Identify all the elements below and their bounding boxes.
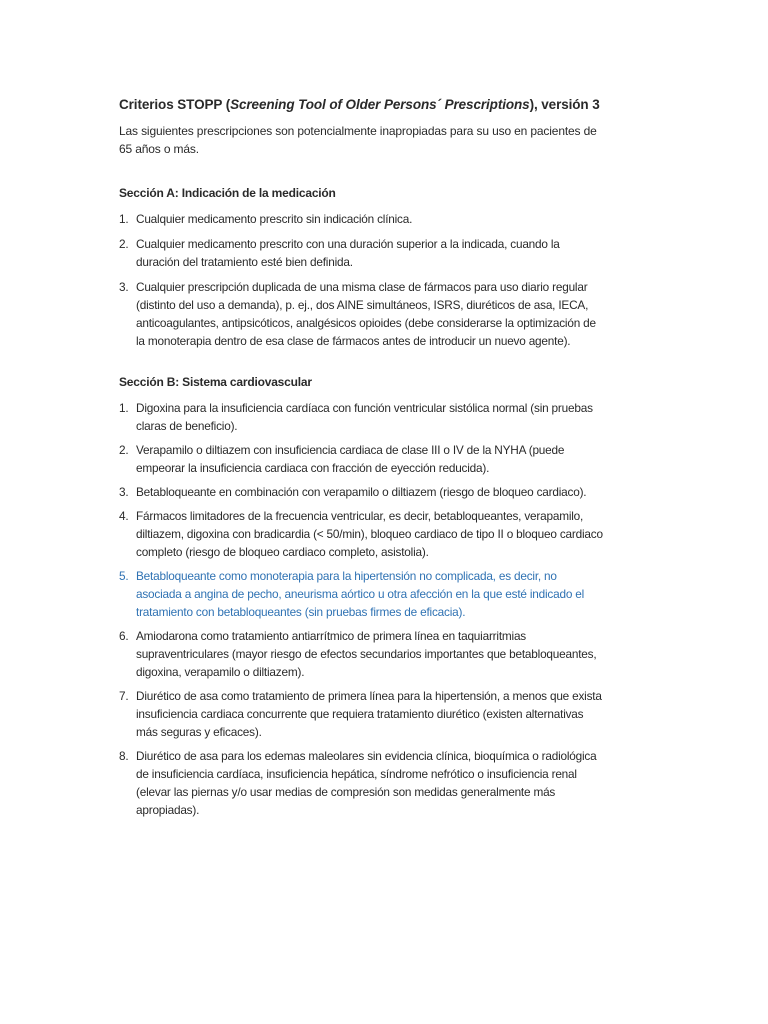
intro-paragraph: Las siguientes prescripciones son potencialmente inapropiadas para su uso en pacientes de 65 años o más. xyxy=(119,124,597,156)
item-number: 4. xyxy=(119,509,129,523)
list-item xyxy=(119,235,605,271)
item-text: Amiodarona como tratamiento antiarrítmico de primera línea en taquiarritmias supraventriculares (mayor riesgo de efectos secundarios importantes que betabloqueantes, digoxina, verapamilo o diltiazem). xyxy=(136,629,597,679)
section-b-list xyxy=(119,399,605,819)
item-number: 5. xyxy=(119,569,129,583)
list-item-highlighted xyxy=(119,567,605,621)
item-text: Digoxina para la insuficiencia cardíaca con función ventricular sistólica normal (sin pruebas claras de beneficio). xyxy=(136,401,593,433)
list-item xyxy=(119,507,605,561)
item-text: Cualquier medicamento prescrito con una duración superior a la indicada, cuando la duración del tratamiento esté bien definida. xyxy=(136,237,560,269)
document-page xyxy=(119,96,605,825)
item-text: Verapamilo o diltiazem con insuficiencia cardiaca de clase III o IV de la NYHA (puede empeorar la insuficiencia cardiaca con fracción de eyección reducida). xyxy=(136,443,565,475)
document-title xyxy=(119,96,605,114)
list-item xyxy=(119,210,605,228)
title-suffix: ), versión 3 xyxy=(529,97,600,112)
item-number: 2. xyxy=(119,237,129,251)
item-number: 1. xyxy=(119,401,129,415)
item-number: 2. xyxy=(119,443,129,457)
item-number: 6. xyxy=(119,629,129,643)
title-italic: Screening Tool of Older Persons´ Prescriptions xyxy=(230,97,530,112)
item-number: 1. xyxy=(119,212,129,226)
list-item xyxy=(119,399,605,435)
list-item xyxy=(119,627,605,681)
section-a-list xyxy=(119,210,605,350)
section-a-heading: Sección A: Indicación de la medicación xyxy=(119,186,336,200)
item-text: Betabloqueante en combinación con verapamilo o diltiazem (riesgo de bloqueo cardiaco). xyxy=(136,485,587,499)
item-number: 3. xyxy=(119,485,129,499)
list-item xyxy=(119,441,605,477)
item-text: Diurético de asa como tratamiento de primera línea para la hipertensión, a menos que exista insuficiencia cardiaca concurrente que requiera tratamiento diurético (existen alternativas más seguras y eficaces). xyxy=(136,689,602,739)
title-prefix: Criterios STOPP ( xyxy=(119,97,231,112)
item-text: Cualquier medicamento prescrito sin indicación clínica. xyxy=(136,212,413,226)
item-number: 7. xyxy=(119,689,129,703)
item-text: Cualquier prescripción duplicada de una misma clase de fármacos para uso diario regular (distinto del uso a demanda), p. ej., dos AINE simultáneos, ISRS, diuréticos de asa, IECA, anticoagulantes, antipsicóticos, analgésicos opioides (debe considerarse la optimización de la monoterapia dentro de esa clase de fármacos antes de introducir un nuevo agente). xyxy=(136,280,596,348)
list-item xyxy=(119,687,605,741)
item-text: Diurético de asa para los edemas maleolares sin evidencia clínica, bioquímica o radiológica de insuficiencia cardíaca, insuficiencia hepática, síndrome nefrótico o insuficiencia renal (elevar las piernas y/o usar medias de compresión son medidas generalmente más apropiadas). xyxy=(136,749,597,817)
item-number: 3. xyxy=(119,280,129,294)
section-b-heading: Sección B: Sistema cardiovascular xyxy=(119,375,312,389)
list-item xyxy=(119,747,605,819)
list-item xyxy=(119,483,605,501)
item-text: Fármacos limitadores de la frecuencia ventricular, es decir, betabloqueantes, verapamilo, diltiazem, digoxina con bradicardia (< 50/min), bloqueo cardiaco de tipo II o bloqueo cardiaco completo (riesgo de bloqueo cardiaco completo, asistolia). xyxy=(136,509,603,559)
list-item xyxy=(119,278,605,350)
item-text: Betabloqueante como monoterapia para la hipertensión no complicada, es decir, no asociada a angina de pecho, aneurisma aórtico u otra afección en la que esté indicado el tratamiento con betabloqueantes (sin pruebas firmes de eficacia). xyxy=(136,569,585,619)
item-number: 8. xyxy=(119,749,129,763)
